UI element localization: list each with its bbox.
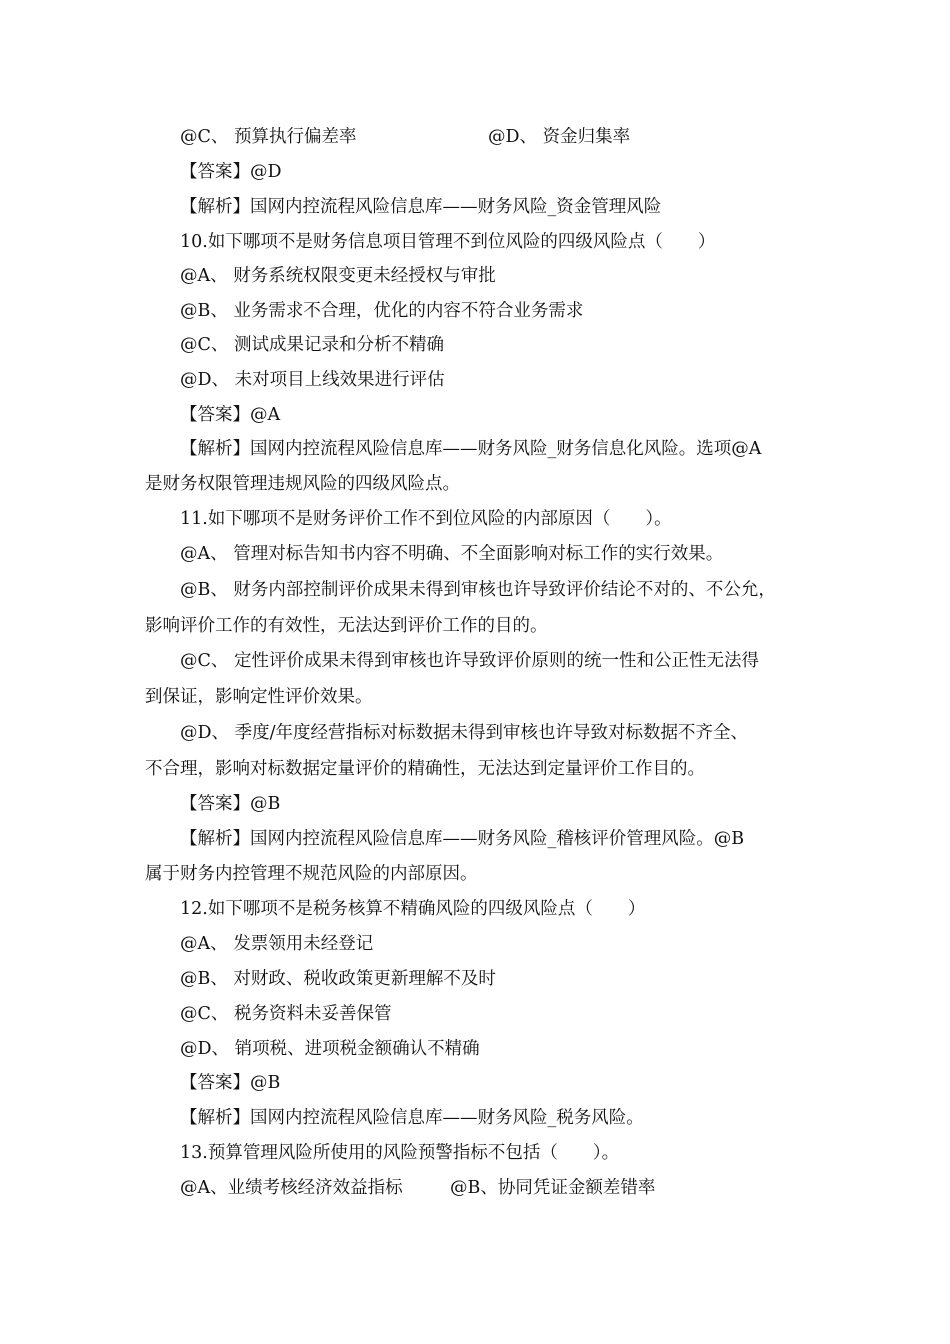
explanation-line: 【解析】国网内控流程风险信息库——财务风险_资金管理风险	[180, 197, 662, 217]
explanation-line: 【解析】国网内控流程风险信息库——财务风险_税务风险。	[180, 1108, 644, 1128]
question-10: 10.如下哪项不是财务信息项目管理不到位风险的四级风险点（ ）	[180, 232, 716, 252]
option-d: @D、 季度/年度经营指标对标数据未得到审核也许导致对标数据不齐全、	[180, 723, 748, 743]
explanation-line-cont: 属于财务内控管理不规范风险的内部原因。	[145, 864, 478, 884]
answer-line: 【答案】@A	[180, 405, 281, 425]
explanation-line: 【解析】国网内控流程风险信息库——财务风险_稽核评价管理风险。@B	[180, 829, 745, 849]
question-13: 13.预算管理风险所使用的风险预警指标不包括（ ）。	[180, 1143, 620, 1163]
option-c: @C、 预算执行偏差率	[180, 127, 357, 147]
option-c: @C、 定性评价成果未得到审核也许导致评价原则的统一性和公正性无法得	[180, 651, 759, 671]
q9-options-row	[180, 126, 631, 148]
option-a: @A、 发票领用未经登记	[180, 934, 374, 954]
explanation-line: 【解析】国网内控流程风险信息库——财务风险_财务信息化风险。选项@A	[180, 439, 762, 459]
option-a: @A、 财务系统权限变更未经授权与审批	[180, 266, 496, 286]
option-a: @A、业绩考核经济效益指标	[180, 1178, 403, 1198]
option-b: @B、 对财政、税收政策更新理解不及时	[180, 969, 496, 989]
option-d: @D、 销项税、进项税金额确认不精确	[180, 1039, 480, 1059]
option-c-cont: 到保证，影响定性评价效果。	[145, 687, 373, 707]
option-b: @B、协同凭证金额差错率	[450, 1178, 656, 1198]
option-d: @D、 资金归集率	[488, 127, 631, 147]
answer-line: 【答案】@B	[180, 1073, 281, 1093]
question-11: 11.如下哪项不是财务评价工作不到位风险的内部原因（ ）。	[180, 509, 672, 529]
option-c: @C、 测试成果记录和分析不精确	[180, 335, 444, 355]
option-b: @B、 业务需求不合理，优化的内容不符合业务需求	[180, 301, 584, 321]
option-a: @A、 管理对标告知书内容不明确、不全面影响对标工作的实行效果。	[180, 544, 724, 564]
explanation-line-cont: 是财务权限管理违规风险的四级风险点。	[145, 474, 460, 494]
answer-line: 【答案】@B	[180, 794, 281, 814]
question-12: 12.如下哪项不是税务核算不精确风险的四级风险点（ ）	[180, 899, 646, 919]
option-d: @D、 未对项目上线效果进行评估	[180, 370, 445, 390]
answer-line: 【答案】@D	[180, 162, 282, 182]
option-d-cont: 不合理，影响对标数据定量评价的精确性，无法达到定量评价工作目的。	[145, 759, 705, 779]
option-b-cont: 影响评价工作的有效性，无法达到评价工作的目的。	[145, 616, 548, 636]
q13-options-row	[180, 1177, 656, 1199]
option-c: @C、 税务资料未妥善保管	[180, 1004, 392, 1024]
option-b: @B、 财务内部控制评价成果未得到审核也许导致评价结论不对的、不公允，	[180, 580, 776, 600]
